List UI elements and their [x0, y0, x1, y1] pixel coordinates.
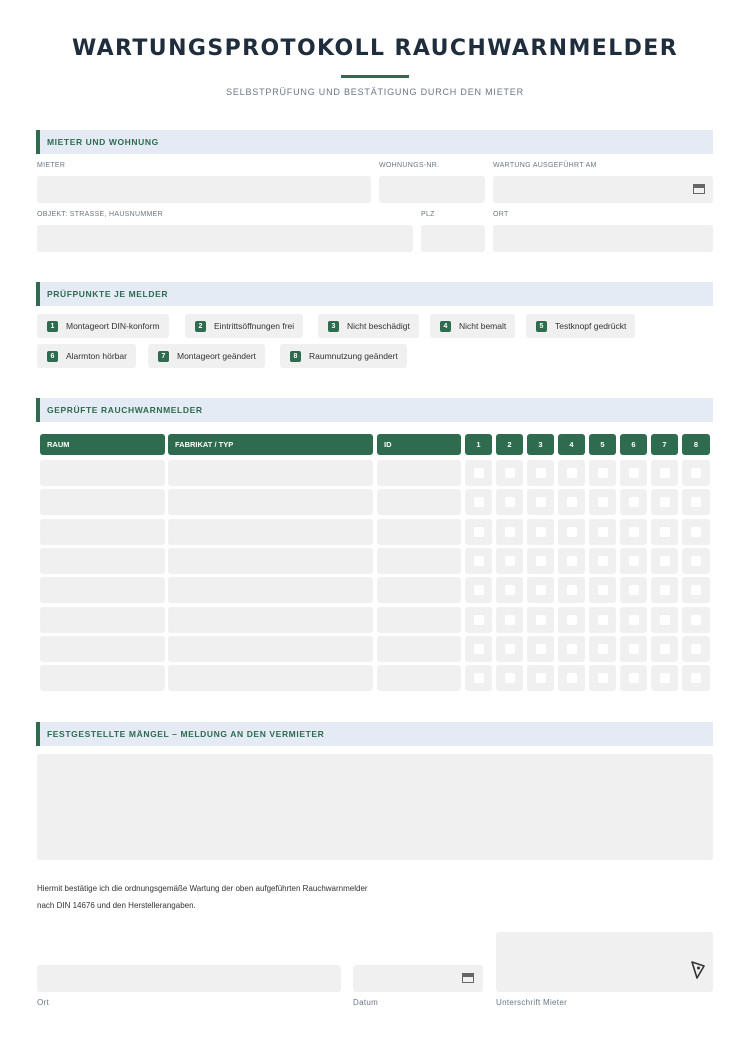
check-cell [651, 577, 678, 603]
checkbox[interactable] [474, 673, 484, 683]
id-cell[interactable] [377, 460, 461, 486]
pen-nib-icon [690, 960, 706, 980]
section-title-tenant: MIETER UND WOHNUNG [47, 137, 159, 147]
check-cell [620, 519, 647, 545]
checkbox[interactable] [598, 673, 608, 683]
checkbox[interactable] [474, 585, 484, 595]
calendar-icon[interactable] [462, 973, 474, 983]
checkbox[interactable] [629, 644, 639, 654]
check-number-3: 3 [328, 321, 339, 332]
checkbox[interactable] [598, 556, 608, 566]
checkbox[interactable] [474, 468, 484, 478]
check-cell [651, 636, 678, 662]
checkbox[interactable] [691, 497, 701, 507]
check-cell [620, 460, 647, 486]
check-cell [558, 548, 585, 574]
room-cell[interactable] [40, 489, 165, 515]
checkbox[interactable] [505, 585, 515, 595]
check-number-7: 7 [158, 351, 169, 362]
check-cell [527, 548, 554, 574]
checkbox[interactable] [598, 468, 608, 478]
check-number-8: 8 [290, 351, 301, 362]
check-number-4: 4 [440, 321, 451, 332]
checkbox[interactable] [536, 644, 546, 654]
check-cell [682, 607, 710, 633]
check-cell [651, 519, 678, 545]
check-cell [589, 665, 616, 691]
checkbox[interactable] [536, 556, 546, 566]
checkbox[interactable] [567, 673, 577, 683]
checkbox[interactable] [660, 673, 670, 683]
place-label: Ort [37, 998, 50, 1007]
checkbox[interactable] [660, 585, 670, 595]
checkbox[interactable] [691, 527, 701, 537]
checkbox[interactable] [691, 556, 701, 566]
signature-label: Unterschrift Mieter [496, 998, 568, 1007]
check-cell [589, 489, 616, 515]
make-type-cell[interactable] [168, 489, 373, 515]
check-cell [589, 577, 616, 603]
tenant-field[interactable] [37, 176, 371, 203]
check-label-5: Testknopf gedrückt [555, 321, 627, 331]
check-cell [651, 548, 678, 574]
title-underline [341, 75, 409, 78]
checkbox[interactable] [536, 673, 546, 683]
make-type-cell[interactable] [168, 607, 373, 633]
check-item-1 [37, 314, 169, 338]
checkbox[interactable] [567, 497, 577, 507]
check-cell [465, 489, 492, 515]
city-field[interactable] [493, 225, 713, 252]
check-item-3 [318, 314, 419, 338]
checkbox[interactable] [660, 556, 670, 566]
checkbox[interactable] [536, 527, 546, 537]
check-number-5: 5 [536, 321, 547, 332]
check-item-2 [185, 314, 303, 338]
unit-number-field[interactable] [379, 176, 485, 203]
checkbox[interactable] [474, 497, 484, 507]
checkbox[interactable] [629, 556, 639, 566]
check-cell [558, 607, 585, 633]
object-address-label: OBJEKT: STRASSE, HAUSNUMMER [37, 211, 163, 218]
defects-textarea[interactable] [37, 754, 713, 860]
checkbox[interactable] [691, 615, 701, 625]
id-cell[interactable] [377, 607, 461, 633]
check-cell [589, 548, 616, 574]
check-item-4 [430, 314, 515, 338]
checkbox[interactable] [474, 527, 484, 537]
column-header-check-7: 7 [651, 434, 678, 455]
tenant-label: MIETER [37, 162, 66, 169]
id-cell[interactable] [377, 665, 461, 691]
make-type-cell[interactable] [168, 548, 373, 574]
check-cell [682, 519, 710, 545]
check-cell [465, 665, 492, 691]
check-cell [496, 636, 523, 662]
checkbox[interactable] [536, 468, 546, 478]
checkbox[interactable] [505, 673, 515, 683]
room-cell[interactable] [40, 636, 165, 662]
section-header-checks [36, 282, 713, 306]
checkbox[interactable] [691, 644, 701, 654]
check-cell [496, 519, 523, 545]
check-number-1: 1 [47, 321, 58, 332]
document-title: WARTUNGSPROTOKOLL RAUCHWARNMELDER [71, 36, 679, 61]
column-header-check-6: 6 [620, 434, 647, 455]
check-cell [558, 489, 585, 515]
checkbox[interactable] [505, 468, 515, 478]
checkbox[interactable] [629, 673, 639, 683]
checkbox[interactable] [567, 585, 577, 595]
check-cell [620, 665, 647, 691]
make-type-cell[interactable] [168, 460, 373, 486]
check-cell [527, 460, 554, 486]
check-cell [682, 636, 710, 662]
checkbox[interactable] [660, 615, 670, 625]
check-item-6 [37, 344, 136, 368]
check-cell [558, 665, 585, 691]
maintenance-date-field[interactable] [493, 176, 713, 203]
checkbox[interactable] [505, 615, 515, 625]
date-label: Datum [353, 998, 379, 1007]
check-cell [620, 607, 647, 633]
check-cell [589, 519, 616, 545]
checkbox[interactable] [505, 497, 515, 507]
checkbox[interactable] [598, 497, 608, 507]
checkbox[interactable] [505, 556, 515, 566]
checkbox[interactable] [536, 497, 546, 507]
checkbox[interactable] [660, 497, 670, 507]
checkbox[interactable] [505, 644, 515, 654]
check-cell [527, 489, 554, 515]
declaration-text [37, 880, 368, 914]
city-label: ORT [493, 211, 509, 218]
column-header-check-1: 1 [465, 434, 492, 455]
check-label-7: Montageort geändert [177, 351, 256, 361]
checkbox[interactable] [567, 527, 577, 537]
section-header-tenant [36, 130, 713, 154]
section-title-checks: PRÜFPUNKTE JE MELDER [47, 289, 169, 299]
check-cell [465, 636, 492, 662]
check-cell [465, 548, 492, 574]
checkbox[interactable] [536, 585, 546, 595]
check-cell [496, 548, 523, 574]
check-cell [682, 489, 710, 515]
checkbox[interactable] [598, 527, 608, 537]
checkbox[interactable] [536, 615, 546, 625]
check-cell [620, 489, 647, 515]
column-header-check-2: 2 [496, 434, 523, 455]
checkbox[interactable] [660, 468, 670, 478]
check-cell [527, 519, 554, 545]
id-cell[interactable] [377, 489, 461, 515]
check-cell [465, 607, 492, 633]
check-cell [620, 548, 647, 574]
check-cell [558, 519, 585, 545]
check-cell [465, 460, 492, 486]
check-cell [682, 665, 710, 691]
section-title-detectors: GEPRÜFTE RAUCHWARNMELDER [47, 405, 203, 415]
checkbox[interactable] [474, 556, 484, 566]
check-cell [527, 577, 554, 603]
checkbox[interactable] [505, 527, 515, 537]
room-cell[interactable] [40, 577, 165, 603]
check-cell [682, 460, 710, 486]
checkbox[interactable] [629, 527, 639, 537]
column-header-make-type: FABRIKAT / TYP [168, 434, 373, 455]
room-cell[interactable] [40, 548, 165, 574]
date-field[interactable] [353, 965, 483, 992]
column-header-id: ID [377, 434, 461, 455]
check-cell [496, 665, 523, 691]
column-header-room: RAUM [40, 434, 165, 455]
calendar-icon[interactable] [693, 184, 705, 194]
place-field[interactable] [37, 965, 341, 992]
check-cell [496, 607, 523, 633]
checkbox[interactable] [598, 585, 608, 595]
check-cell [527, 665, 554, 691]
check-label-1: Montageort DIN-konform [66, 321, 160, 331]
check-label-3: Nicht beschädigt [347, 321, 410, 331]
make-type-cell[interactable] [168, 519, 373, 545]
id-cell[interactable] [377, 636, 461, 662]
column-header-check-3: 3 [527, 434, 554, 455]
check-cell [682, 548, 710, 574]
checkbox[interactable] [474, 644, 484, 654]
column-header-check-4: 4 [558, 434, 585, 455]
check-label-8: Raumnutzung geändert [309, 351, 398, 361]
check-label-2: Eintrittsöffnungen frei [214, 321, 295, 331]
checkbox[interactable] [691, 468, 701, 478]
checkbox[interactable] [629, 497, 639, 507]
check-cell [558, 636, 585, 662]
checkbox[interactable] [629, 615, 639, 625]
checkbox[interactable] [691, 673, 701, 683]
check-item-7 [148, 344, 265, 368]
checkbox[interactable] [567, 615, 577, 625]
checkbox[interactable] [474, 615, 484, 625]
section-title-defects: FESTGESTELLTE MÄNGEL – MELDUNG AN DEN VERMIETER [47, 729, 325, 739]
make-type-cell[interactable] [168, 636, 373, 662]
check-cell [465, 577, 492, 603]
declaration-line-2: nach DIN 14676 und den Herstellerangaben. [37, 901, 196, 910]
checkbox[interactable] [629, 468, 639, 478]
check-cell [558, 460, 585, 486]
section-header-defects [36, 722, 713, 746]
id-cell[interactable] [377, 519, 461, 545]
check-cell [589, 460, 616, 486]
check-number-6: 6 [47, 351, 58, 362]
check-cell [496, 577, 523, 603]
checkbox[interactable] [598, 644, 608, 654]
unit-number-label: WOHNUNGS-NR. [379, 162, 440, 169]
checkbox[interactable] [660, 644, 670, 654]
room-cell[interactable] [40, 607, 165, 633]
section-header-detectors [36, 398, 713, 422]
check-cell [589, 636, 616, 662]
check-cell [651, 489, 678, 515]
column-header-check-8: 8 [682, 434, 710, 455]
column-header-check-5: 5 [589, 434, 616, 455]
room-cell[interactable] [40, 665, 165, 691]
check-item-8 [280, 344, 407, 368]
check-cell [620, 577, 647, 603]
check-label-6: Alarmton hörbar [66, 351, 127, 361]
declaration-line-1: Hiermit bestätige ich die ordnungsgemäße Wartung der oben aufgeführten Rauchwarnmelder [37, 884, 368, 893]
checkbox[interactable] [629, 585, 639, 595]
check-cell [558, 577, 585, 603]
zip-field[interactable] [421, 225, 485, 252]
check-cell [496, 460, 523, 486]
checkbox[interactable] [567, 468, 577, 478]
check-item-5 [526, 314, 635, 338]
check-cell [651, 460, 678, 486]
check-cell [620, 636, 647, 662]
check-number-2: 2 [195, 321, 206, 332]
make-type-cell[interactable] [168, 665, 373, 691]
check-cell [589, 607, 616, 633]
id-cell[interactable] [377, 577, 461, 603]
maintenance-date-label: WARTUNG AUSGEFÜHRT AM [493, 162, 597, 169]
checkbox[interactable] [598, 615, 608, 625]
checkbox[interactable] [691, 585, 701, 595]
checkbox[interactable] [660, 527, 670, 537]
document-subtitle: SELBSTPRÜFUNG UND BESTÄTIGUNG DURCH DEN MIETER [226, 87, 524, 97]
room-cell[interactable] [40, 519, 165, 545]
check-cell [651, 665, 678, 691]
id-cell[interactable] [377, 548, 461, 574]
check-label-4: Nicht bemalt [459, 321, 507, 331]
check-cell [465, 519, 492, 545]
room-cell[interactable] [40, 460, 165, 486]
checkbox[interactable] [567, 556, 577, 566]
signature-field[interactable] [496, 932, 713, 992]
check-cell [496, 489, 523, 515]
make-type-cell[interactable] [168, 577, 373, 603]
check-cell [651, 607, 678, 633]
check-cell [682, 577, 710, 603]
object-address-field[interactable] [37, 225, 413, 252]
zip-label: PLZ [421, 211, 435, 218]
check-cell [527, 607, 554, 633]
check-cell [527, 636, 554, 662]
checkbox[interactable] [567, 644, 577, 654]
